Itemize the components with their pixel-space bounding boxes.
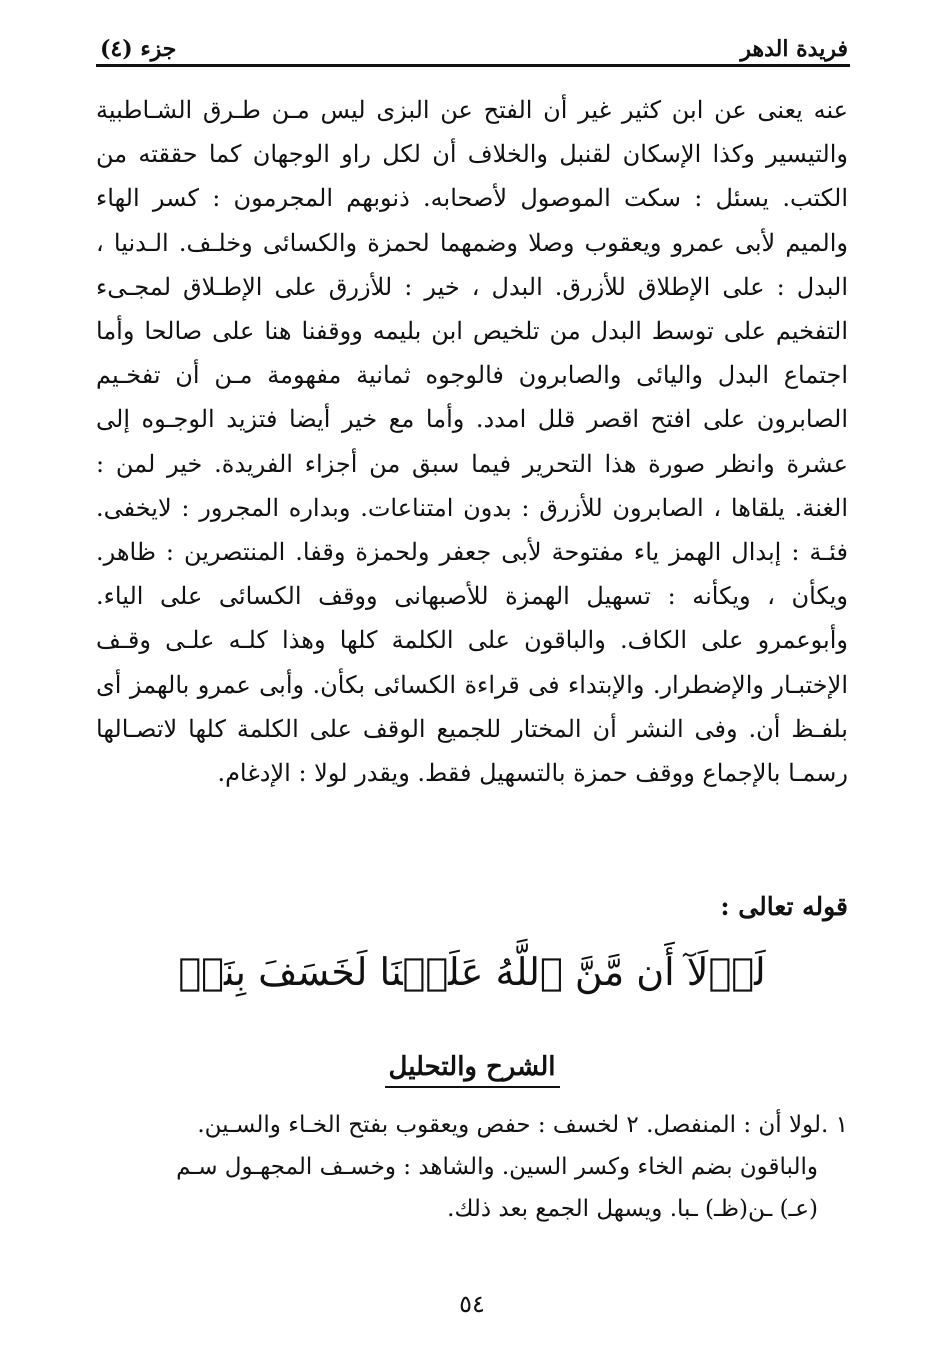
note-line: والباقون بضم الخاء وكسر السين. والشاهد : وخسـف المجهـول سـم bbox=[176, 1154, 818, 1180]
section-heading bbox=[0, 1052, 944, 1088]
book-title: فريدة الدهر bbox=[740, 36, 848, 62]
quran-verse: لَوۡلَآ أَن مَّنَّ ٱللَّهُ عَلَيۡنَا لَخَسَفَ بِنَاۖ bbox=[178, 950, 766, 994]
note-line: ١ .لولا أن : المنفصل. ٢ لخسف : حفص ويعقوب بفتح الخـاء والسـين. bbox=[197, 1112, 848, 1138]
main-text bbox=[96, 88, 848, 795]
running-header bbox=[100, 22, 848, 62]
body-paragraph: عنه يعنى عن ابن كثير غير أن الفتح عن البزى ليس مـن طـرق الشـاطبية والتيسير وكذا الإسكان لقنبل والخلاف أن لكل راو الوجهان كما حققته من الكتب. يسئل : سكت الموصول لأصحابه. ذنوبهم المجرمون : كسر الهاء والميم لأبى عمرو ويعقوب وصلا وضمهما لحمزة والكسائى وخلـف. الـدنيا ، البدل : على الإطلاق للأزرق. البدل ، خير : للأزرق على الإطـلاق لمجـىء التفخيم على توسط البدل من تلخيص ابن بليمه ووقفنا هنا على صالحا وأما اجتماع البدل واليائى والصابرون فالوجوه ثمانية مفهومة مـن أن تفخـيم الصابرون على افتح اقصر قلل امدد. وأما مع خير أيضا فتزيد الوجـوه إلى عشرة وانظر صورة هذا التحرير فيما سبق من أجزاء الفريدة. خير لمن : الغنة. يلقاها ، الصابرون للأزرق : بدون امتناعات. وبداره المجرور : لايخفى. فئـة : إبدال الهمز ياء مفتوحة لأبى جعفر ولحمزة وقفا. المنتصرين : ظاهر. ويكأن ، ويكأنه : تسهيل الهمزة للأصبهانى ووقف الكسائى على الياء. وأبوعمرو على الكاف. والباقون على الكلمة كلها وهذا كلـه علـى وقـف الإختبـار والإضطرار. والإبتداء فى قراءة الكسائى بكأن. وأبى عمرو بالهمز أى بلفـظ أن. وفى النشر أن المختار للجميع الوقف على الكلمة كلها لاتصـالها رسمـا بالإجماع ووقف حمزة بالتسهيل فقط. ويقدر لولا : الإدغام. bbox=[96, 96, 848, 788]
qawl-heading: قوله تعالى : bbox=[720, 892, 848, 921]
header-divider bbox=[96, 64, 850, 67]
explanation-notes bbox=[96, 1104, 848, 1230]
note-line: (عـ) ـن(ظـ) ـبا. ويسهل الجمع بعد ذلك. bbox=[447, 1196, 818, 1222]
section-heading-text: الشرح والتحليل bbox=[385, 1052, 560, 1088]
page-number: ٥٤ bbox=[459, 1290, 485, 1318]
part-label: جزء (٤) bbox=[100, 36, 177, 62]
